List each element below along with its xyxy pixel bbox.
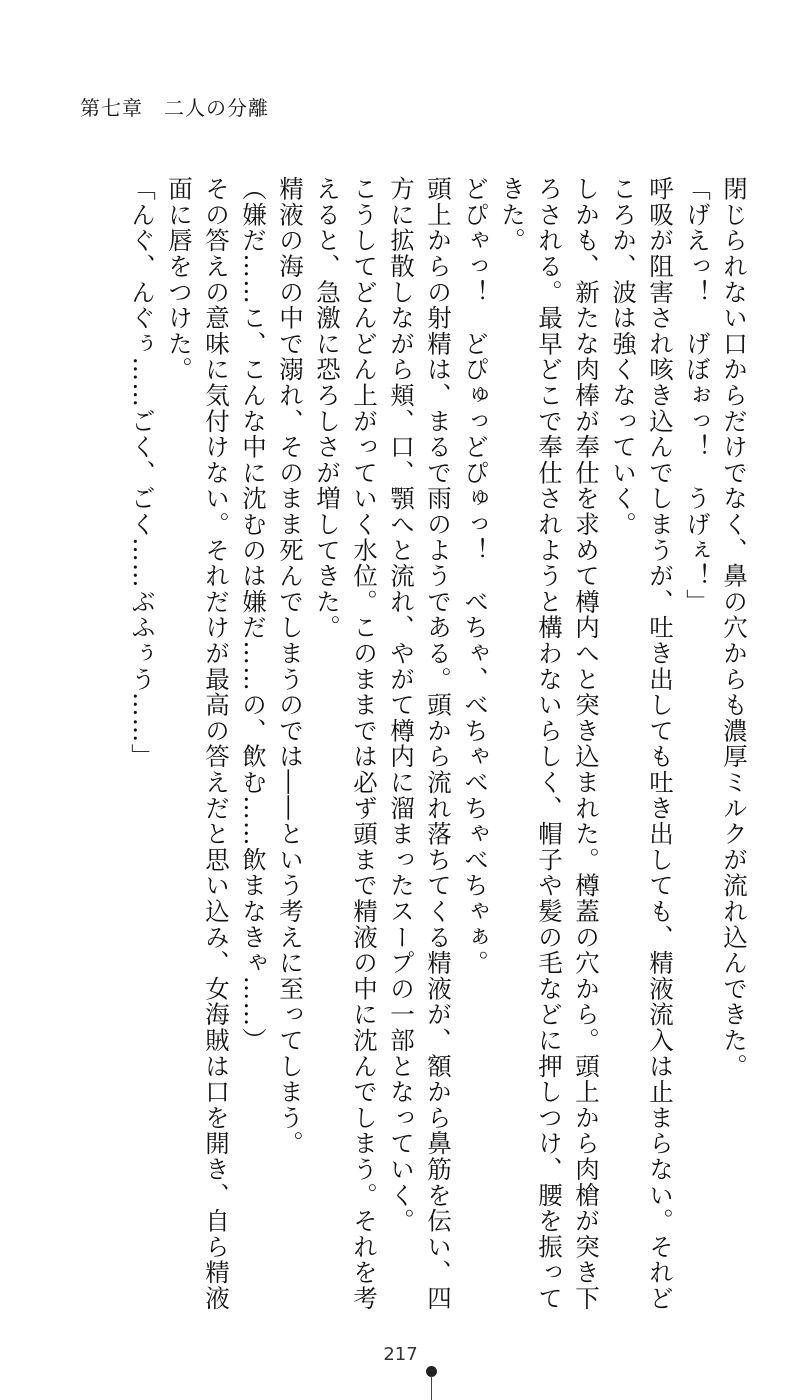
paragraph: 頭上からの射精は、まるで雨のようである。頭から流れ落ちてくる精液が、額から鼻筋を伝い、四方に拡散しながら頬、口、顎へと流れ、やがて樽内に溜まったスープの一部となっていく。 bbox=[387, 176, 453, 1312]
paragraph: 閉じられない口からだけでなく、鼻の穴からも濃厚ミルクが流れ込んできた。 bbox=[720, 176, 749, 1079]
running-head: 第七章 二人の分離 bbox=[80, 96, 269, 120]
paragraph: 呼吸が阻害され咳き込んでしまうが、吐き出しても吐き出しても、精液流入は止まらない。それどころか、波は強くなっていく。 bbox=[609, 176, 675, 1312]
paragraph: （嫌だ……こ、こんな中に沈むのは嫌だ……の、飲む……飲まなきゃ……） bbox=[239, 176, 268, 1054]
page-number: 217 bbox=[383, 1344, 418, 1365]
paragraph: その答えの意味に気付けない。それだけが最高の答えだと思い込み、女海賊は口を開き、自ら精液面に唇をつけた。 bbox=[165, 176, 231, 1312]
paragraph: どぴゃっ！ どぴゅっどぴゅっ！ べちゃ、べちゃべちゃべちゃぁ。 bbox=[461, 176, 490, 976]
paragraph: こうしてどんどん上がっていく水位。このままでは必ず頭まで精液の中に沈んでしまう。それを考えると、急激に恐ろしさが増してきた。 bbox=[313, 176, 379, 1312]
paragraph: 精液の海の中で溺れ、そのまま死んでしまうのでは――という考えに至ってしまう。 bbox=[276, 176, 305, 1157]
paragraph: 「げえっ！ げぼぉっ！ うげぇ！」 bbox=[683, 176, 712, 615]
page-marker-line bbox=[431, 1376, 432, 1400]
paragraph: しかも、新たな肉棒が奉仕を求めて樽内へと突き込まれた。樽蓋の穴から。頭上から肉槍が突き下ろされる。最早どこで奉仕されようと構わないらしく、帽子や髪の毛などに押しつけ、腰を振ってきた。 bbox=[498, 176, 601, 1312]
paragraph: 「んぐ、んぐぅ……ごく、ごく……ぶふぅう……」 bbox=[128, 176, 157, 770]
vertical-body-text bbox=[124, 176, 753, 1326]
